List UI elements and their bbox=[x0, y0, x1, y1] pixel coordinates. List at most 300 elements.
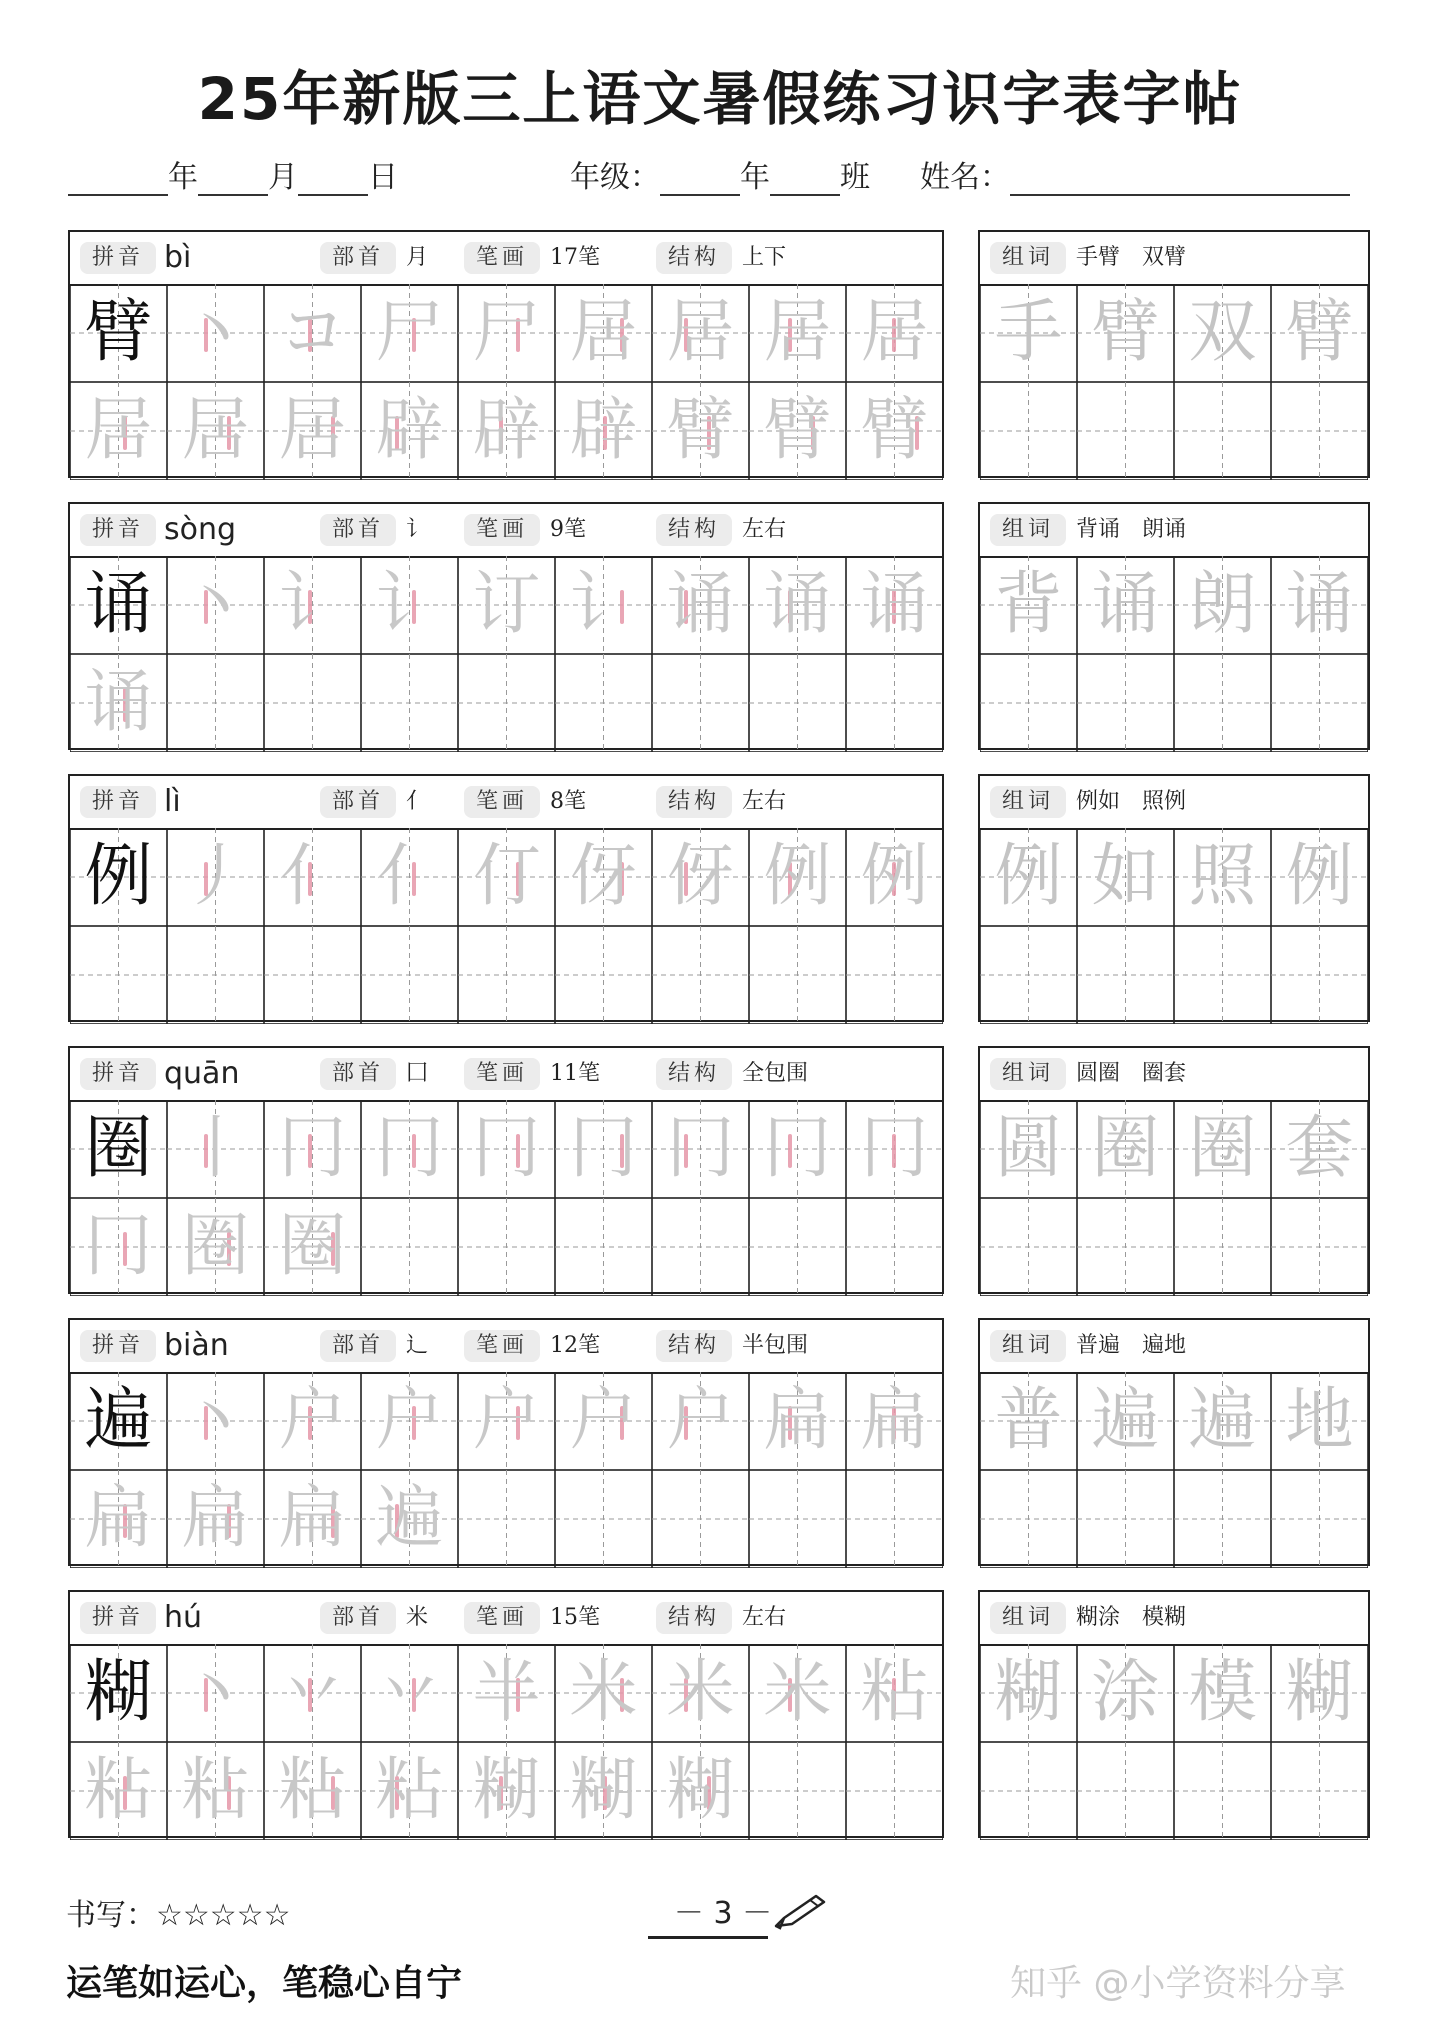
stroke-order-step: 冂 bbox=[763, 1109, 832, 1188]
writing-cell[interactable] bbox=[555, 556, 652, 654]
word-trace-character: 圈 bbox=[1091, 1109, 1160, 1188]
writing-cell[interactable] bbox=[652, 556, 749, 654]
character-panel bbox=[68, 502, 944, 750]
stroke-order-step: 居 bbox=[84, 391, 153, 470]
writing-cell[interactable] bbox=[167, 654, 264, 752]
stroke-order-step: 居 bbox=[181, 391, 250, 470]
word-writing-cell[interactable] bbox=[1077, 1742, 1174, 1840]
stroke-count-label: 笔画 bbox=[464, 1330, 540, 1362]
writing-cell[interactable] bbox=[167, 1198, 264, 1296]
stroke-order-step: 糊 bbox=[666, 1751, 735, 1830]
writing-cell[interactable] bbox=[749, 1198, 846, 1296]
stroke-count-label: 笔画 bbox=[464, 1602, 540, 1634]
word-writing-cell[interactable] bbox=[1077, 1470, 1174, 1568]
writing-cell[interactable] bbox=[264, 284, 361, 382]
writing-cell[interactable] bbox=[846, 1470, 943, 1568]
writing-cell[interactable] bbox=[167, 1372, 264, 1470]
word-trace-character: 圆 bbox=[994, 1109, 1063, 1188]
writing-cell[interactable] bbox=[652, 1372, 749, 1470]
writing-cell[interactable] bbox=[361, 1100, 458, 1198]
stroke-order-step: 冂 bbox=[860, 1109, 929, 1188]
writing-cell[interactable] bbox=[167, 1742, 264, 1840]
writing-cell[interactable] bbox=[361, 382, 458, 480]
radical-label: 部首 bbox=[320, 1602, 396, 1634]
stroke-count-value: 12笔 bbox=[550, 1333, 600, 1358]
pinyin-label: 拼音 bbox=[80, 1602, 156, 1634]
stroke-order-step: 丷 bbox=[375, 1653, 444, 1732]
writing-cell[interactable] bbox=[555, 382, 652, 480]
stroke-count-label: 笔画 bbox=[464, 242, 540, 274]
stroke-order-step: 讠 bbox=[569, 565, 638, 644]
stroke-order-step: 辟 bbox=[375, 391, 444, 470]
word-trace-character: 套 bbox=[1285, 1109, 1354, 1188]
character-info-bar bbox=[70, 1320, 942, 1374]
word-writing-cell[interactable] bbox=[980, 1470, 1077, 1568]
writing-cell[interactable] bbox=[361, 1372, 458, 1470]
writing-cell[interactable] bbox=[652, 828, 749, 926]
stroke-order-step: 粘 bbox=[181, 1751, 250, 1830]
writing-cell[interactable] bbox=[652, 1470, 749, 1568]
stroke-order-step: 讠 bbox=[375, 565, 444, 644]
writing-cell[interactable] bbox=[264, 382, 361, 480]
writing-cell[interactable] bbox=[749, 926, 846, 1024]
writing-cell[interactable] bbox=[846, 1644, 943, 1742]
writing-cell[interactable] bbox=[749, 1372, 846, 1470]
stroke-order-step: 订 bbox=[472, 565, 541, 644]
stroke-order-step: 讠 bbox=[278, 565, 347, 644]
stroke-order-step: 米 bbox=[569, 1653, 638, 1732]
writing-cell[interactable] bbox=[555, 828, 652, 926]
word-writing-cell[interactable] bbox=[1077, 926, 1174, 1024]
writing-cell[interactable] bbox=[70, 654, 167, 752]
stroke-order-step: 仃 bbox=[472, 837, 541, 916]
writing-cell[interactable] bbox=[361, 828, 458, 926]
writing-cell[interactable] bbox=[458, 926, 555, 1024]
year-blank[interactable] bbox=[68, 158, 168, 196]
word-writing-cell[interactable] bbox=[1174, 1644, 1271, 1742]
word-writing-cell[interactable] bbox=[980, 1644, 1077, 1742]
writing-cell[interactable] bbox=[70, 556, 167, 654]
writing-cell[interactable] bbox=[167, 556, 264, 654]
word-writing-cell[interactable] bbox=[1174, 1372, 1271, 1470]
radical-value: 讠 bbox=[406, 517, 429, 542]
word-writing-cell[interactable] bbox=[1174, 1198, 1271, 1296]
writing-cell[interactable] bbox=[264, 828, 361, 926]
writing-cell[interactable] bbox=[652, 1644, 749, 1742]
writing-cell[interactable] bbox=[70, 828, 167, 926]
stroke-order-step: 居 bbox=[666, 293, 735, 372]
stroke-order-step: 冂 bbox=[666, 1109, 735, 1188]
model-character: 例 bbox=[84, 837, 153, 916]
writing-cell[interactable] bbox=[846, 828, 943, 926]
word-trace-character: 模 bbox=[1188, 1653, 1257, 1732]
word-writing-cell[interactable] bbox=[1271, 1742, 1368, 1840]
writing-cell[interactable] bbox=[70, 1644, 167, 1742]
stroke-order-step: 户 bbox=[278, 1381, 347, 1460]
word-trace-character: 臂 bbox=[1091, 293, 1160, 372]
stroke-order-step: 冂 bbox=[375, 1109, 444, 1188]
stroke-order-step: 冂 bbox=[569, 1109, 638, 1188]
writing-cell[interactable] bbox=[458, 382, 555, 480]
stroke-order-step: コ bbox=[278, 293, 347, 372]
word-writing-cell[interactable] bbox=[1271, 382, 1368, 480]
stroke-order-step: 丿 bbox=[181, 837, 250, 916]
writing-cell[interactable] bbox=[264, 1742, 361, 1840]
word-writing-cell[interactable] bbox=[980, 1372, 1077, 1470]
year-label: 年 bbox=[168, 160, 198, 195]
word-trace-character: 背 bbox=[994, 565, 1063, 644]
motto: 运笔如运心，笔稳心自宁 bbox=[66, 1963, 463, 2004]
writing-cell[interactable] bbox=[167, 1100, 264, 1198]
words-label: 组词 bbox=[990, 1058, 1066, 1090]
stroke-order-step: 例 bbox=[763, 837, 832, 916]
stroke-count-value: 9笔 bbox=[550, 517, 586, 542]
stroke-order-step: 臂 bbox=[860, 391, 929, 470]
writing-cell[interactable] bbox=[846, 1100, 943, 1198]
writing-cell[interactable] bbox=[555, 1644, 652, 1742]
structure-label: 结构 bbox=[656, 786, 732, 818]
writing-cell[interactable] bbox=[749, 1100, 846, 1198]
writing-cell[interactable] bbox=[361, 926, 458, 1024]
grade-label: 年级： bbox=[570, 160, 660, 195]
writing-cell[interactable] bbox=[652, 926, 749, 1024]
writing-cell[interactable] bbox=[749, 828, 846, 926]
stroke-order-step: 诵 bbox=[84, 663, 153, 742]
word-writing-cell[interactable] bbox=[980, 828, 1077, 926]
writing-cell[interactable] bbox=[167, 382, 264, 480]
stroke-count-label: 笔画 bbox=[464, 1058, 540, 1090]
month-label: 月 bbox=[268, 160, 298, 195]
writing-cell[interactable] bbox=[749, 1644, 846, 1742]
words-value: 圆圈 圈套 bbox=[1076, 1061, 1187, 1086]
writing-cell[interactable] bbox=[167, 828, 264, 926]
word-writing-cell[interactable] bbox=[1174, 382, 1271, 480]
word-writing-cell[interactable] bbox=[1077, 1372, 1174, 1470]
writing-cell[interactable] bbox=[264, 926, 361, 1024]
pinyin-value: bì bbox=[164, 240, 192, 275]
writing-cell[interactable] bbox=[555, 1198, 652, 1296]
writing-cell[interactable] bbox=[652, 1100, 749, 1198]
writing-cell[interactable] bbox=[70, 926, 167, 1024]
writing-cell[interactable] bbox=[652, 654, 749, 752]
writing-cell[interactable] bbox=[846, 1742, 943, 1840]
name-line bbox=[920, 158, 1350, 206]
word-panel bbox=[978, 1046, 1370, 1294]
character-panel bbox=[68, 774, 944, 1022]
writing-cell[interactable] bbox=[361, 1644, 458, 1742]
writing-cell[interactable] bbox=[70, 284, 167, 382]
word-writing-cell[interactable] bbox=[1271, 1100, 1368, 1198]
writing-cell[interactable] bbox=[361, 1742, 458, 1840]
stroke-order-step: 户 bbox=[375, 1381, 444, 1460]
word-writing-cell[interactable] bbox=[1271, 1644, 1368, 1742]
word-trace-character: 照 bbox=[1188, 837, 1257, 916]
stroke-order-step: 诵 bbox=[666, 565, 735, 644]
structure-value: 上下 bbox=[742, 245, 787, 270]
writing-cell[interactable] bbox=[458, 1470, 555, 1568]
writing-cell[interactable] bbox=[555, 654, 652, 752]
writing-cell[interactable] bbox=[652, 1742, 749, 1840]
writing-cell[interactable] bbox=[555, 1470, 652, 1568]
pinyin-value: lì bbox=[164, 784, 181, 819]
word-trace-character: 例 bbox=[1285, 837, 1354, 916]
writing-cell[interactable] bbox=[555, 284, 652, 382]
writing-cell[interactable] bbox=[749, 1470, 846, 1568]
word-writing-cell[interactable] bbox=[980, 382, 1077, 480]
stroke-order-step: 粘 bbox=[375, 1751, 444, 1830]
character-panel bbox=[68, 230, 944, 478]
word-writing-cell[interactable] bbox=[980, 1198, 1077, 1296]
writing-cell[interactable] bbox=[458, 654, 555, 752]
pinyin-label: 拼音 bbox=[80, 1330, 156, 1362]
radical-label: 部首 bbox=[320, 786, 396, 818]
writing-cell[interactable] bbox=[70, 1100, 167, 1198]
writing-cell[interactable] bbox=[361, 1470, 458, 1568]
stroke-order-step: 诵 bbox=[763, 565, 832, 644]
word-writing-cell[interactable] bbox=[1271, 926, 1368, 1024]
rating-stars[interactable]: ☆☆☆☆☆ bbox=[156, 1898, 291, 1933]
stroke-order-step: 居 bbox=[860, 293, 929, 372]
writing-cell[interactable] bbox=[70, 1470, 167, 1568]
stroke-order-step: 冂 bbox=[84, 1207, 153, 1286]
writing-cell[interactable] bbox=[264, 1470, 361, 1568]
stroke-order-step: 丷 bbox=[278, 1653, 347, 1732]
words-label: 组词 bbox=[990, 1602, 1066, 1634]
writing-cell[interactable] bbox=[70, 1198, 167, 1296]
word-writing-cell[interactable] bbox=[1271, 654, 1368, 752]
word-writing-cell[interactable] bbox=[1174, 926, 1271, 1024]
radical-label: 部首 bbox=[320, 242, 396, 274]
stroke-order-step: 居 bbox=[278, 391, 347, 470]
stroke-order-step: 圈 bbox=[181, 1207, 250, 1286]
radical-value: 月 bbox=[406, 245, 429, 270]
writing-cell[interactable] bbox=[167, 1470, 264, 1568]
writing-cell[interactable] bbox=[167, 1644, 264, 1742]
name-blank[interactable] bbox=[1010, 158, 1350, 196]
word-writing-cell[interactable] bbox=[1271, 284, 1368, 382]
word-writing-cell[interactable] bbox=[1271, 556, 1368, 654]
word-writing-cell[interactable] bbox=[1077, 556, 1174, 654]
pinyin-label: 拼音 bbox=[80, 1058, 156, 1090]
words-label: 组词 bbox=[990, 1330, 1066, 1362]
word-info-bar bbox=[980, 1592, 1368, 1646]
writing-cell[interactable] bbox=[361, 284, 458, 382]
writing-cell[interactable] bbox=[264, 1372, 361, 1470]
stroke-count-label: 笔画 bbox=[464, 514, 540, 546]
word-writing-cell[interactable] bbox=[980, 1100, 1077, 1198]
stroke-order-step: 丶 bbox=[181, 565, 250, 644]
writing-cell[interactable] bbox=[167, 926, 264, 1024]
structure-value: 左右 bbox=[742, 517, 787, 542]
stroke-order-step: 尸 bbox=[472, 293, 541, 372]
word-writing-cell[interactable] bbox=[1271, 1470, 1368, 1568]
writing-cell[interactable] bbox=[264, 654, 361, 752]
word-trace-character: 遍 bbox=[1091, 1381, 1160, 1460]
words-value: 糊涂 模糊 bbox=[1076, 1605, 1187, 1630]
stroke-order-step: 丶 bbox=[181, 1381, 250, 1460]
date-line bbox=[68, 158, 398, 206]
writing-cell[interactable] bbox=[846, 382, 943, 480]
word-trace-character: 朗 bbox=[1188, 565, 1257, 644]
pinyin-value: hú bbox=[164, 1600, 203, 1635]
stroke-order-step: 米 bbox=[666, 1653, 735, 1732]
writing-cell[interactable] bbox=[458, 1100, 555, 1198]
writing-cell[interactable] bbox=[458, 284, 555, 382]
writing-cell[interactable] bbox=[264, 556, 361, 654]
stroke-order-step: 扁 bbox=[278, 1479, 347, 1558]
word-writing-cell[interactable] bbox=[980, 556, 1077, 654]
radical-label: 部首 bbox=[320, 514, 396, 546]
grade-blank[interactable] bbox=[660, 158, 740, 196]
model-character: 诵 bbox=[84, 565, 153, 644]
stroke-count-value: 8笔 bbox=[550, 789, 586, 814]
pinyin-value: biàn bbox=[164, 1328, 229, 1363]
writing-cell[interactable] bbox=[264, 1100, 361, 1198]
word-trace-character: 遍 bbox=[1188, 1381, 1257, 1460]
writing-cell[interactable] bbox=[555, 1742, 652, 1840]
writing-cell[interactable] bbox=[846, 1372, 943, 1470]
word-writing-cell[interactable] bbox=[980, 1742, 1077, 1840]
structure-label: 结构 bbox=[656, 514, 732, 546]
writing-cell[interactable] bbox=[167, 284, 264, 382]
word-info-bar bbox=[980, 504, 1368, 558]
word-writing-cell[interactable] bbox=[1077, 1644, 1174, 1742]
writing-cell[interactable] bbox=[70, 1742, 167, 1840]
writing-cell[interactable] bbox=[555, 1372, 652, 1470]
word-trace-character: 圈 bbox=[1188, 1109, 1257, 1188]
word-info-bar bbox=[980, 232, 1368, 286]
writing-cell[interactable] bbox=[846, 556, 943, 654]
grade-line bbox=[570, 158, 870, 206]
character-panel bbox=[68, 1046, 944, 1294]
stroke-order-step: 丶 bbox=[181, 1653, 250, 1732]
writing-cell[interactable] bbox=[555, 926, 652, 1024]
writing-cell[interactable] bbox=[361, 1198, 458, 1296]
character-info-bar bbox=[70, 1048, 942, 1102]
word-writing-cell[interactable] bbox=[1077, 382, 1174, 480]
stroke-order-step: 糊 bbox=[569, 1751, 638, 1830]
stroke-order-step: 扁 bbox=[84, 1479, 153, 1558]
word-writing-cell[interactable] bbox=[1077, 654, 1174, 752]
word-trace-character: 涂 bbox=[1091, 1653, 1160, 1732]
word-trace-character: 例 bbox=[994, 837, 1063, 916]
writing-cell[interactable] bbox=[749, 654, 846, 752]
writing-cell[interactable] bbox=[458, 828, 555, 926]
stroke-order-step: 居 bbox=[569, 293, 638, 372]
writing-cell[interactable] bbox=[264, 1644, 361, 1742]
word-writing-cell[interactable] bbox=[1077, 1198, 1174, 1296]
stroke-order-step: 遍 bbox=[375, 1479, 444, 1558]
word-writing-cell[interactable] bbox=[1077, 284, 1174, 382]
word-writing-cell[interactable] bbox=[1271, 1372, 1368, 1470]
word-trace-character: 诵 bbox=[1285, 565, 1354, 644]
stroke-order-step: 亻 bbox=[375, 837, 444, 916]
word-panel bbox=[978, 230, 1370, 478]
stroke-order-step: 粘 bbox=[84, 1751, 153, 1830]
stroke-order-step: 例 bbox=[860, 837, 929, 916]
writing-cell[interactable] bbox=[846, 1198, 943, 1296]
class-blank[interactable] bbox=[770, 158, 840, 196]
class-label: 班 bbox=[840, 160, 870, 195]
word-writing-cell[interactable] bbox=[1174, 1470, 1271, 1568]
word-trace-character: 臂 bbox=[1285, 293, 1354, 372]
word-writing-cell[interactable] bbox=[1174, 556, 1271, 654]
writing-cell[interactable] bbox=[652, 1198, 749, 1296]
writing-cell[interactable] bbox=[264, 1198, 361, 1296]
writing-cell[interactable] bbox=[458, 1644, 555, 1742]
word-writing-cell[interactable] bbox=[980, 284, 1077, 382]
word-writing-cell[interactable] bbox=[980, 926, 1077, 1024]
writing-cell[interactable] bbox=[749, 1742, 846, 1840]
character-info-bar bbox=[70, 504, 942, 558]
word-panel bbox=[978, 1590, 1370, 1838]
words-value: 普遍 遍地 bbox=[1076, 1333, 1187, 1358]
word-writing-cell[interactable] bbox=[1077, 828, 1174, 926]
radical-value: 亻 bbox=[406, 789, 429, 814]
writing-cell[interactable] bbox=[458, 1742, 555, 1840]
word-trace-character: 糊 bbox=[994, 1653, 1063, 1732]
writing-cell[interactable] bbox=[749, 284, 846, 382]
month-blank[interactable] bbox=[198, 158, 268, 196]
writing-cell[interactable] bbox=[846, 926, 943, 1024]
writing-cell[interactable] bbox=[458, 1372, 555, 1470]
writing-cell[interactable] bbox=[70, 382, 167, 480]
stroke-order-step: 冂 bbox=[472, 1109, 541, 1188]
stroke-order-step: 丶 bbox=[181, 293, 250, 372]
word-writing-cell[interactable] bbox=[1174, 1100, 1271, 1198]
word-writing-cell[interactable] bbox=[1271, 828, 1368, 926]
words-label: 组词 bbox=[990, 786, 1066, 818]
word-trace-character: 地 bbox=[1285, 1381, 1354, 1460]
word-info-bar bbox=[980, 1048, 1368, 1102]
stroke-order-step: 亻 bbox=[278, 837, 347, 916]
writing-cell[interactable] bbox=[555, 1100, 652, 1198]
writing-cell[interactable] bbox=[652, 382, 749, 480]
stroke-order-step: 冂 bbox=[278, 1109, 347, 1188]
word-panel bbox=[978, 502, 1370, 750]
writing-rating bbox=[66, 1890, 290, 1934]
writing-cell[interactable] bbox=[458, 1198, 555, 1296]
writing-cell[interactable] bbox=[846, 284, 943, 382]
writing-cell[interactable] bbox=[458, 556, 555, 654]
writing-cell[interactable] bbox=[70, 1372, 167, 1470]
word-writing-cell[interactable] bbox=[1174, 828, 1271, 926]
day-blank[interactable] bbox=[298, 158, 368, 196]
character-info-bar bbox=[70, 1592, 942, 1646]
word-trace-character: 普 bbox=[994, 1381, 1063, 1460]
radical-value: 辶 bbox=[406, 1333, 429, 1358]
words-value: 例如 照例 bbox=[1076, 789, 1187, 814]
stroke-order-step: 臂 bbox=[763, 391, 832, 470]
writing-cell[interactable] bbox=[846, 654, 943, 752]
writing-cell[interactable] bbox=[749, 556, 846, 654]
writing-cell[interactable] bbox=[361, 556, 458, 654]
word-writing-cell[interactable] bbox=[1174, 654, 1271, 752]
writing-cell[interactable] bbox=[361, 654, 458, 752]
word-writing-cell[interactable] bbox=[1271, 1198, 1368, 1296]
word-writing-cell[interactable] bbox=[1174, 1742, 1271, 1840]
word-writing-cell[interactable] bbox=[1174, 284, 1271, 382]
stroke-order-step: 辟 bbox=[569, 391, 638, 470]
name-label: 姓名： bbox=[920, 160, 1010, 195]
word-panel bbox=[978, 774, 1370, 1022]
structure-value: 左右 bbox=[742, 789, 787, 814]
writing-cell[interactable] bbox=[749, 382, 846, 480]
word-writing-cell[interactable] bbox=[980, 654, 1077, 752]
word-writing-cell[interactable] bbox=[1077, 1100, 1174, 1198]
words-label: 组词 bbox=[990, 514, 1066, 546]
writing-cell[interactable] bbox=[652, 284, 749, 382]
